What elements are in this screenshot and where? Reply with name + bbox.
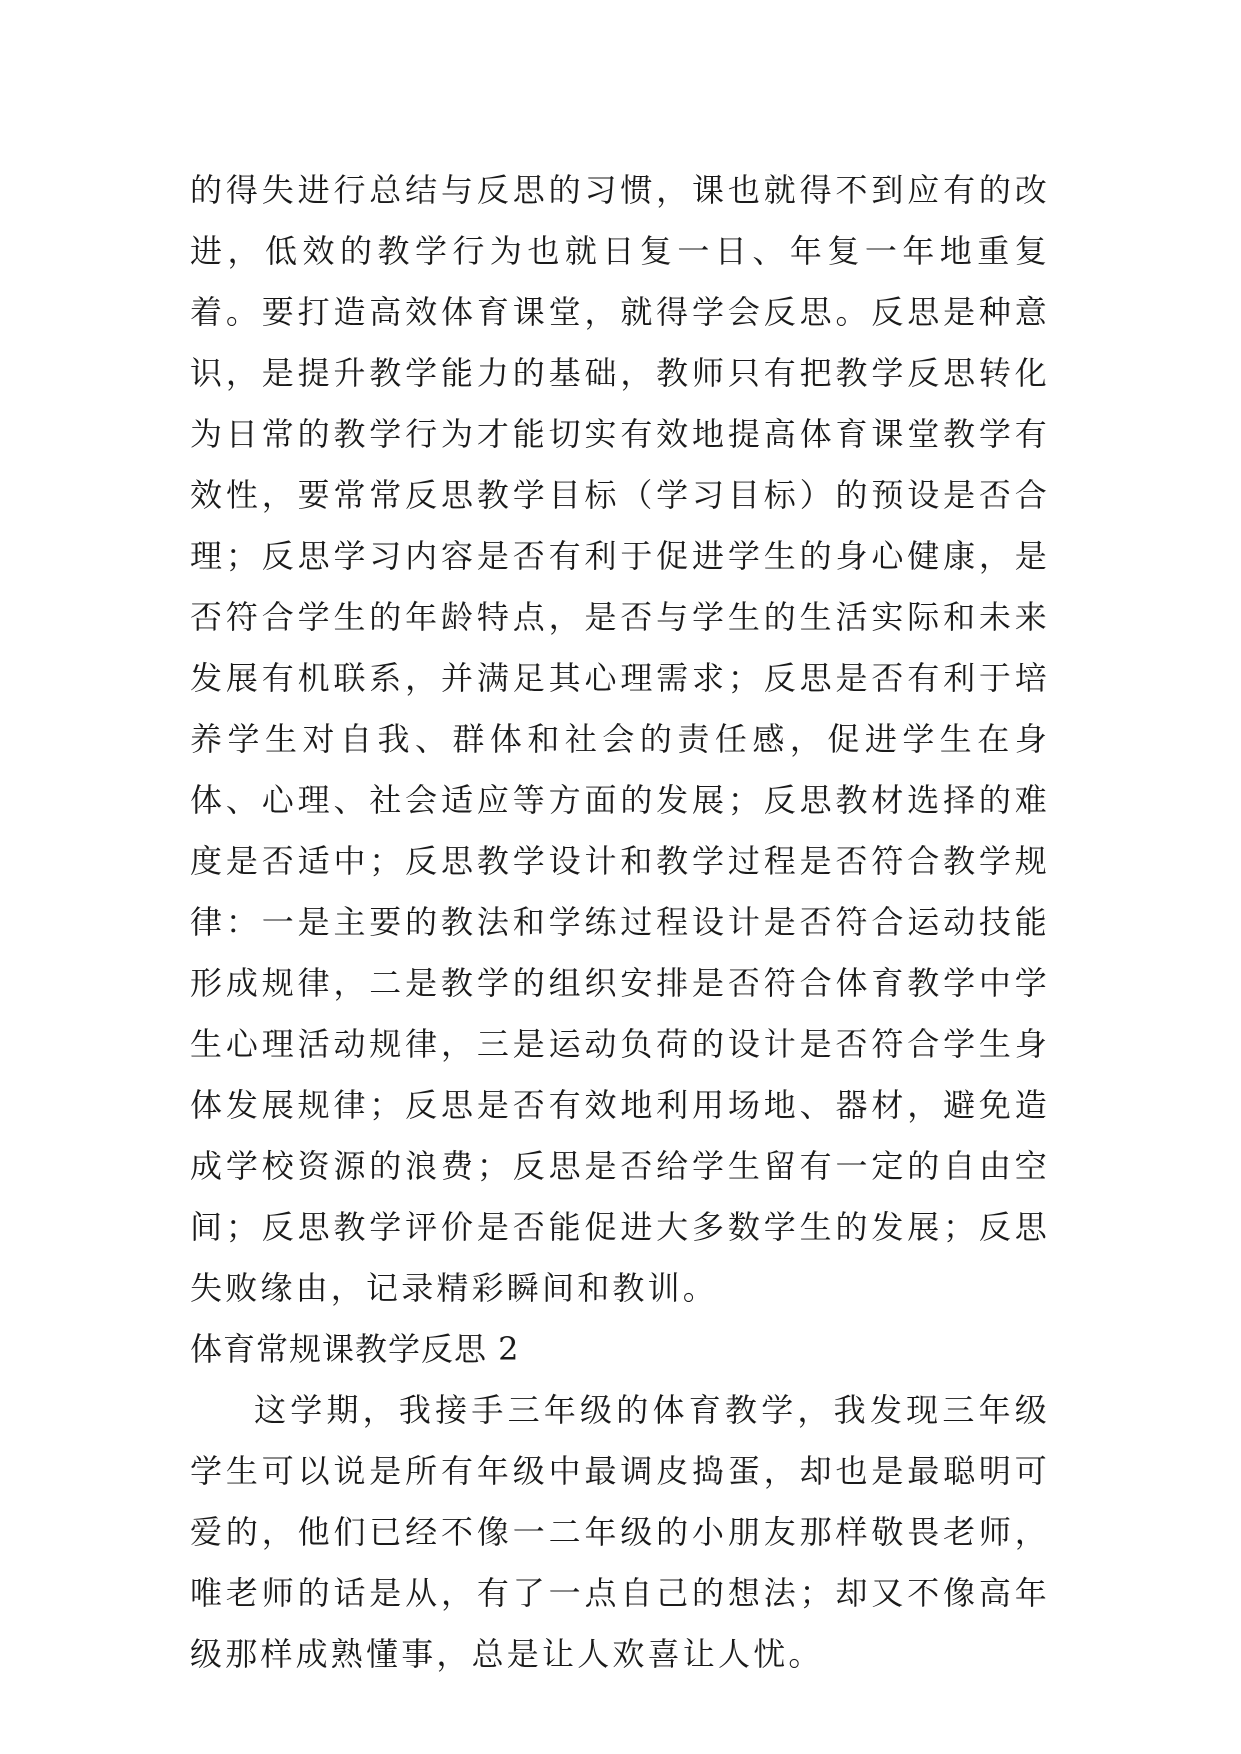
section-heading: 体育常规课教学反思 2 <box>190 1330 520 1368</box>
body-paragraph: 的得失进行总结与反思的习惯，课也就得不到应有的改进，低效的教学行为也就日复一日、年复一年地重复着。要打造高效体育课堂，就得学会反思。反思是种意识，是提升教学能力的基础，教师只有把教学反思转化为日常的教学行为才能切实有效地提高体育课堂教学有效性，要常常反思教学目标（学习目标）的预设是否合理；反思学习内容是否有利于促进学生的身心健康，是否符合学生的年龄特点，是否与学生的生活实际和未来发展有机联系，并满足其心理需求；反思是否有利于培养学生对自我、群体和社会的责任感，促进学生在身体、心理、社会适应等方面的发展；反思教材选择的难度是否适中；反思教学设计和教学过程是否符合教学规律：一是主要的教法和学练过程设计是否符合运动技能形成规律，二是教学的组织安排是否符合体育教学中学生心理活动规律，三是运动负荷的设计是否符合学生身体发展规律；反思是否有效地利用场地、器材，避免造成学校资源的浪费；反思是否给学生留有一定的自由空间；反思教学评价是否能促进大多数学生的发展；反思失败缘由，记录精彩瞬间和教训。 <box>190 171 1050 1307</box>
body-paragraph: 这学期，我接手三年级的体育教学，我发现三年级学生可以说是所有年级中最调皮捣蛋，却也是最聪明可爱的，他们已经不像一二年级的小朋友那样敬畏老师，唯老师的话是从，有了一点自己的想法；却又不像高年级那样成熟懂事，总是让人欢喜让人忧。 <box>190 1391 1050 1673</box>
document-body <box>190 160 1050 1685</box>
